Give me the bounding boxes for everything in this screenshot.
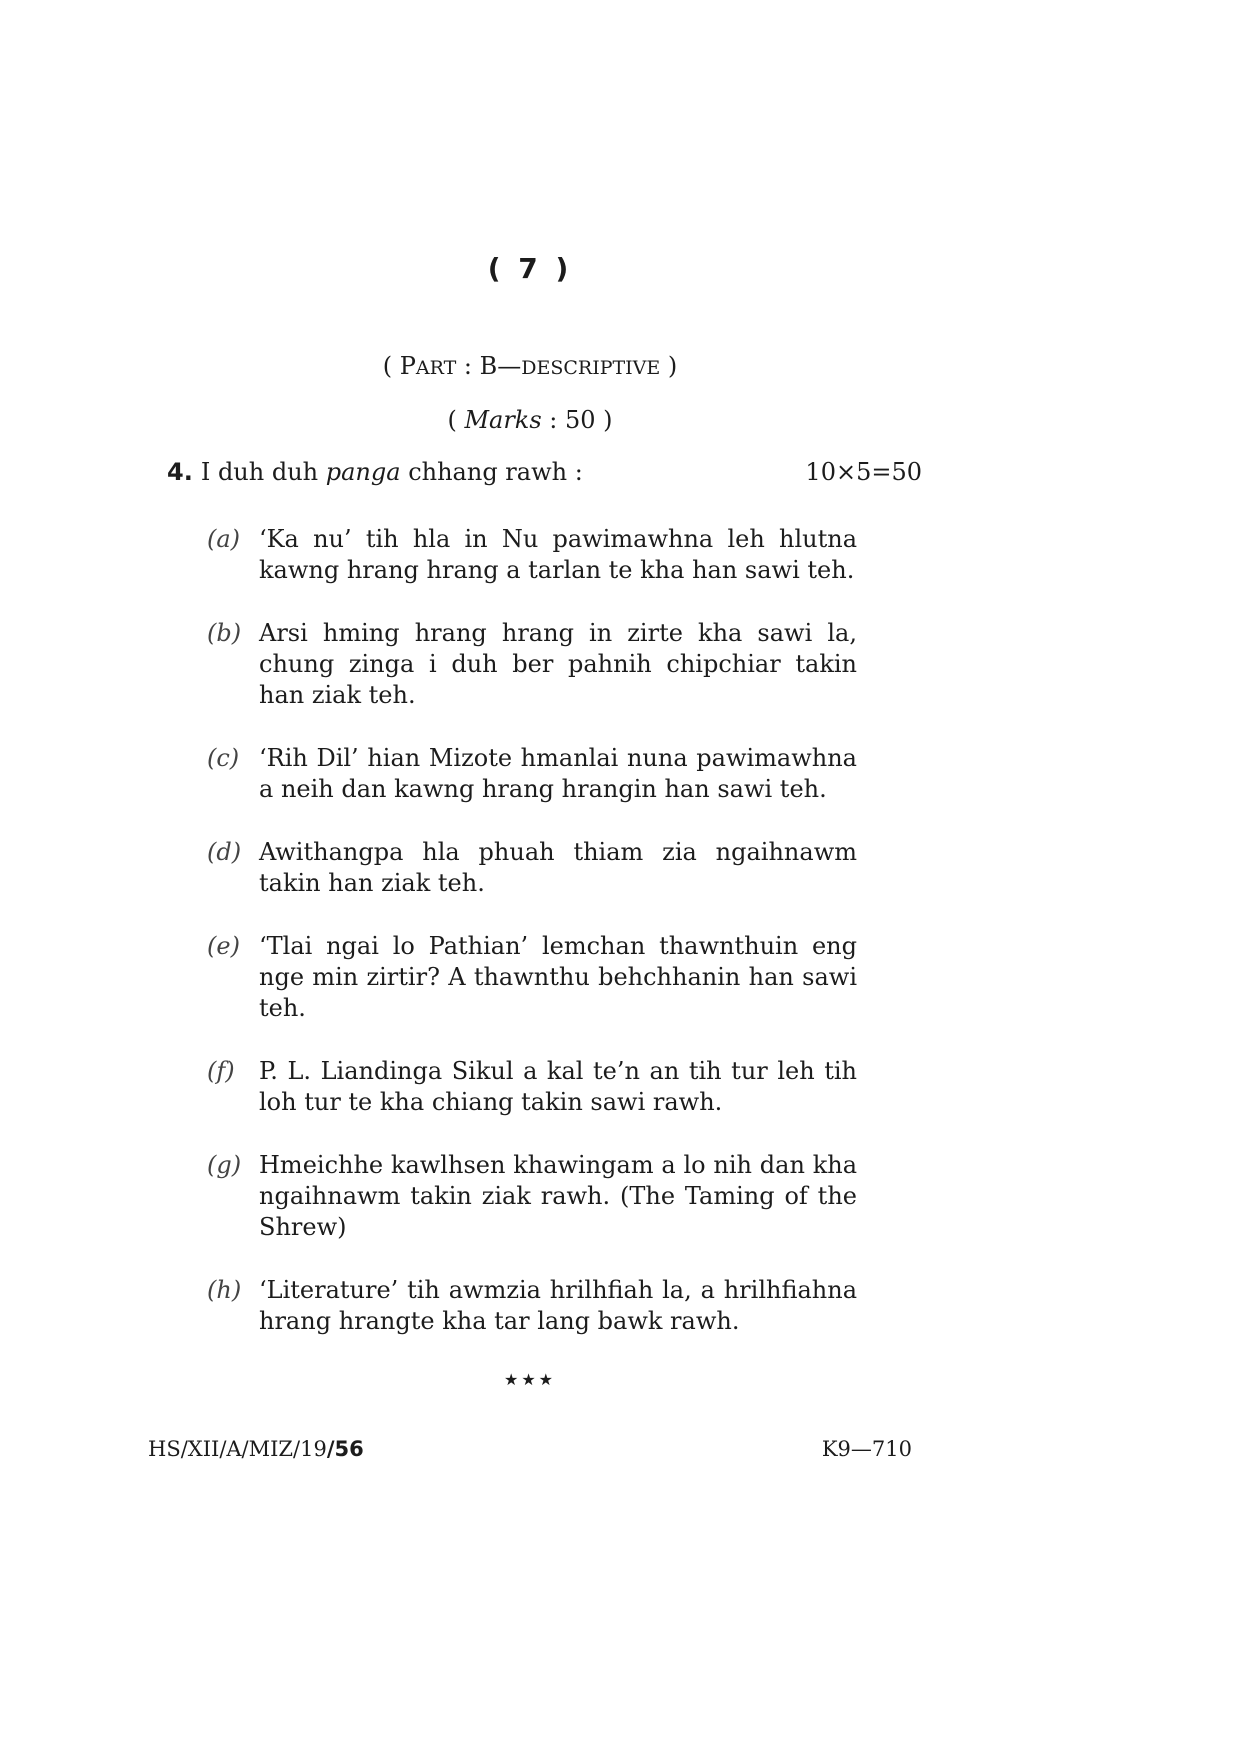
item-label: (a) bbox=[207, 525, 241, 553]
question-number: 4. bbox=[167, 458, 193, 486]
footer-code bbox=[148, 1437, 364, 1461]
question-marks: 10×5=50 bbox=[805, 458, 922, 486]
list-item bbox=[207, 743, 857, 805]
part-p: P bbox=[399, 352, 416, 380]
part-close: ) bbox=[660, 352, 678, 380]
question-emphasis: panga bbox=[325, 458, 401, 486]
marks-open: ( bbox=[447, 406, 465, 434]
part-art: ART bbox=[415, 357, 457, 379]
list-item bbox=[207, 618, 857, 711]
item-text: P. L. Liandinga Sikul a kal te’n an tih tur leh tih loh tur te kha chiang takin sawi rawh. bbox=[259, 1057, 857, 1116]
item-text: Hmeichhe kawlhsen khawingam a lo nih dan kha ngaihnawm takin ziak rawh. (The Taming of the Shrew) bbox=[259, 1151, 857, 1241]
item-text: Arsi hming hrang hrang in zirte kha sawi la, chung zinga i duh ber pahnih chipchiar takin han ziak teh. bbox=[259, 619, 857, 709]
list-item bbox=[207, 1056, 857, 1118]
list-item bbox=[207, 1275, 857, 1337]
part-open: ( bbox=[382, 352, 400, 380]
item-label: (f) bbox=[207, 1057, 235, 1085]
item-text: ‘Rih Dil’ hian Mizote hmanlai nuna pawimawhna a neih dan kawng hrang hrangin han sawi teh. bbox=[259, 744, 857, 803]
item-label: (d) bbox=[207, 838, 242, 866]
footer-code-prefix: HS/XII/A/MIZ/19 bbox=[148, 1437, 327, 1461]
end-stars: ★★★ bbox=[503, 1370, 557, 1389]
footer-code-suffix: /56 bbox=[326, 1437, 364, 1461]
part-mid: : B— bbox=[456, 352, 522, 380]
item-label: (h) bbox=[207, 1276, 242, 1304]
list-item bbox=[207, 524, 857, 586]
marks-heading bbox=[0, 406, 1060, 434]
item-text: Awithangpa hla phuah thiam zia ngaihnawm takin han ziak teh. bbox=[259, 838, 857, 897]
marks-label: Marks bbox=[464, 406, 542, 434]
item-label: (e) bbox=[207, 932, 240, 960]
part-heading bbox=[0, 352, 1060, 380]
item-label: (c) bbox=[207, 744, 240, 772]
list-item bbox=[207, 837, 857, 899]
item-label: (g) bbox=[207, 1151, 242, 1179]
footer-batch: K9—710 bbox=[821, 1437, 912, 1461]
question-line bbox=[167, 458, 922, 486]
part-descriptive: DESCRIPTIVE bbox=[521, 357, 661, 379]
marks-value: : 50 ) bbox=[541, 406, 613, 434]
item-text: ‘Tlai ngai lo Pathian’ lemchan thawnthuin eng nge min zirtir? A thawnthu behchhanin han sawi teh. bbox=[259, 932, 857, 1022]
item-label: (b) bbox=[207, 619, 242, 647]
question-text-before: I duh duh bbox=[200, 458, 326, 486]
page-number: ( 7 ) bbox=[487, 252, 573, 285]
question-text-after: chhang rawh : bbox=[400, 458, 583, 486]
item-text: ‘Literature’ tih awmzia hrilhfiah la, a hrilhfiahna hrang hrangte kha tar lang bawk rawh. bbox=[259, 1276, 857, 1335]
list-item bbox=[207, 1150, 857, 1243]
list-item bbox=[207, 931, 857, 1024]
item-text: ‘Ka nu’ tih hla in Nu pawimawhna leh hlutna kawng hrang hrang a tarlan te kha han sawi teh. bbox=[259, 525, 857, 584]
